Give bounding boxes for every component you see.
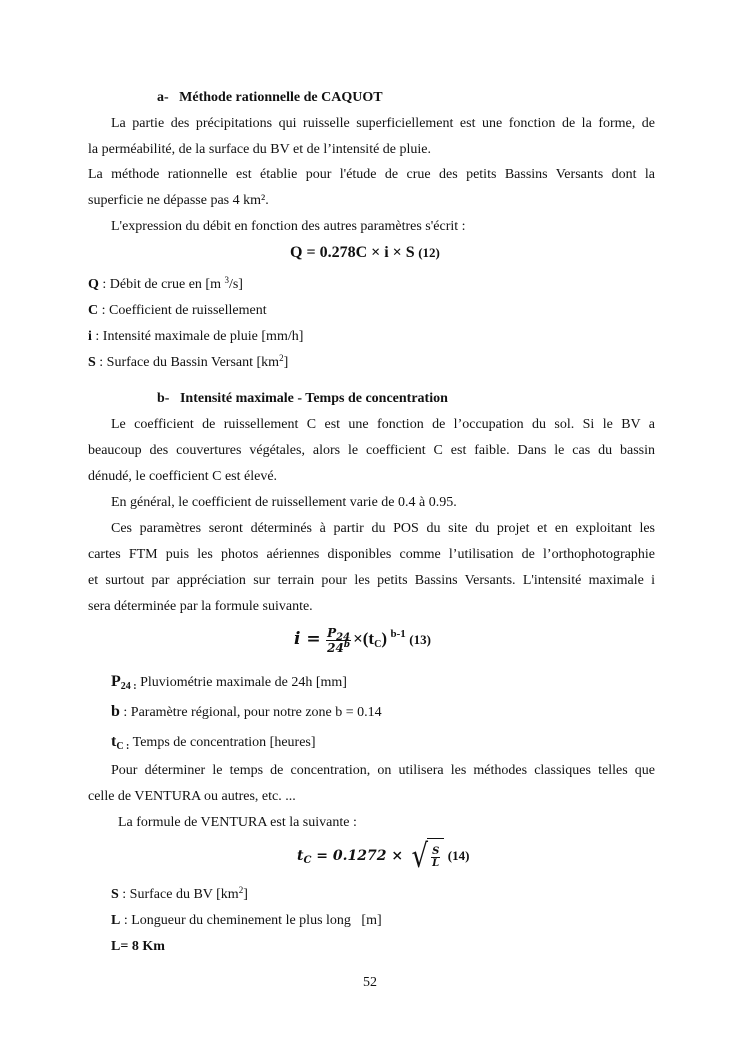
equation-13-denominator-sup: b — [343, 640, 351, 651]
definition-tc-text: Temps de concentration [heures] — [129, 735, 316, 750]
definition-s — [88, 354, 288, 372]
definition-p24-text: Pluviométrie maximale de 24h [mm] — [136, 675, 347, 690]
definition-q — [88, 276, 243, 294]
definition-s-bv — [111, 886, 248, 904]
section-a-heading — [157, 89, 383, 107]
equation-14-lhs-sub: C — [303, 855, 312, 867]
definition-tc-sub: C : — [116, 741, 130, 752]
section-a-title: Méthode rationnelle de CAQUOT — [179, 90, 383, 105]
equation-13-denominator-base: 24 — [327, 641, 344, 656]
equation-13-numerator — [326, 626, 351, 644]
definition-l-text: : Longueur du cheminement le plus long [m] — [120, 913, 382, 928]
definition-i-text: : Intensité maximale de pluie [mm/h] — [91, 329, 304, 344]
section-b-paragraph-1-line-3: dénudé, le coefficient C est élevé. — [88, 469, 278, 484]
section-b-paragraph-4-line-1: Pour déterminer le temps de concentration, on utilisera les méthodes classiques telles que — [111, 763, 655, 778]
definition-c-text: : Coefficient de ruissellement — [98, 303, 267, 318]
definition-c-symbol: C — [88, 303, 99, 318]
section-b-paragraph-5: La formule de VENTURA est la suivante : — [118, 815, 357, 830]
definition-l — [111, 912, 382, 930]
equation-13-tag: (13) — [409, 632, 431, 647]
equation-13-tc-sub: C — [374, 639, 382, 650]
definition-q-tail: /s] — [228, 277, 243, 292]
equation-13 — [294, 622, 431, 658]
definition-s-bv-sup: 2 — [238, 885, 244, 895]
section-a-marker: a- — [157, 90, 169, 105]
equation-12-tag: (12) — [418, 245, 440, 260]
definition-b-text: : Paramètre régional, pour notre zone b = 0.14 — [119, 705, 382, 720]
definition-i-symbol: i — [88, 329, 92, 344]
definition-l-value: L= 8 Km — [111, 939, 165, 954]
section-a-paragraph-1-line-1: La partie des précipitations qui ruisselle superficiellement est une fonction de la forme, de — [111, 116, 655, 131]
definition-p24-symbol: P — [111, 673, 121, 690]
definition-s-tail: ] — [283, 355, 289, 370]
equation-14-numerator: S — [432, 846, 440, 858]
equation-14-fraction — [431, 846, 440, 869]
equation-13-numerator-sub: 24 — [336, 632, 351, 644]
equation-14-tag: (14) — [447, 848, 470, 864]
equation-13-denominator — [326, 641, 351, 655]
section-b-marker: b- — [157, 391, 170, 406]
equation-14-lhs: t — [297, 848, 304, 865]
section-b-paragraph-1-line-1: Le coefficient de ruissellement C est une fonction de l’occupation du sol. Si le BV a — [111, 417, 655, 432]
definition-c — [88, 302, 267, 320]
equation-14-radicand — [427, 838, 444, 876]
definition-tc — [111, 732, 316, 753]
section-b-paragraph-4-line-2: celle de VENTURA ou autres, etc. ... — [88, 789, 296, 804]
definition-p24-sub: 24 : — [120, 681, 137, 692]
section-a-paragraph-2-line-2: superficie ne dépasse pas 4 km². — [88, 193, 269, 208]
equation-13-exponent: b-1 — [390, 628, 406, 640]
section-b-paragraph-2: En général, le coefficient de ruissellement varie de 0.4 à 0.95. — [111, 495, 457, 510]
section-b-heading — [157, 390, 448, 408]
section-b-paragraph-3-line-2: cartes FTM puis les photos aériennes disponibles comme l’utilisation de l’orthophotographie — [88, 547, 655, 562]
section-b-paragraph-3-line-3: et surtout par appréciation sur terrain pour les petits Bassins Versants. L'intensité maximale i — [88, 573, 655, 588]
equation-13-fraction — [326, 626, 351, 655]
equation-13-lhs: i = — [294, 629, 321, 649]
section-a-paragraph-2-line-1: La méthode rationnelle est établie pour l'étude de crue des petits Bassins Versants dont la — [88, 167, 655, 182]
definition-q-text: : Débit de crue en [m — [98, 277, 225, 292]
equation-13-numerator-symbol: P — [327, 626, 337, 641]
definition-l-symbol: L — [111, 913, 121, 928]
equation-13-times-tc: ×(t — [353, 629, 375, 648]
definition-i — [88, 328, 303, 346]
equation-14-sqrt — [411, 838, 444, 876]
sqrt-icon: √ — [411, 838, 429, 876]
equation-14-rhs: = 0.1272 × — [311, 848, 408, 865]
definition-q-symbol: Q — [88, 277, 99, 292]
definition-s-symbol: S — [88, 355, 96, 370]
section-a-paragraph-3: L'expression du débit en fonction des autres paramètres s'écrit : — [111, 219, 466, 234]
definition-s-text: : Surface du Bassin Versant [km — [95, 355, 280, 370]
section-b-paragraph-3-line-1: Ces paramètres seront déterminés à partir du POS du site du projet et en exploitant les — [111, 521, 655, 536]
equation-13-close: ) — [381, 629, 387, 648]
equation-14-denominator: L — [432, 858, 440, 870]
definition-p24 — [111, 672, 347, 693]
section-b-paragraph-3-line-4: sera déterminée par la formule suivante. — [88, 599, 313, 614]
equation-14 — [297, 838, 469, 876]
equation-12-formula: Q = 0.278C × i × S — [290, 244, 415, 261]
definition-q-sup: 3 — [224, 275, 229, 285]
page-number: 52 — [363, 975, 377, 990]
section-b-paragraph-1-line-2: beaucoup des couvertures végétales, alors le coefficient C est faible. Dans le cas du bassin — [88, 443, 655, 458]
definition-s-bv-text: : Surface du BV [km — [118, 887, 239, 902]
equation-12 — [290, 244, 440, 263]
definition-s-sup: 2 — [279, 353, 284, 363]
section-a-paragraph-1-line-2: la perméabilité, de la surface du BV et de l’intensité de pluie. — [88, 142, 432, 157]
definition-s-bv-tail: ] — [243, 887, 248, 902]
definition-b-symbol: b — [111, 703, 120, 720]
definition-tc-symbol: t — [111, 733, 117, 750]
definition-s-bv-symbol: S — [111, 887, 119, 902]
section-b-title: Intensité maximale - Temps de concentration — [179, 391, 448, 406]
definition-b — [111, 702, 382, 723]
